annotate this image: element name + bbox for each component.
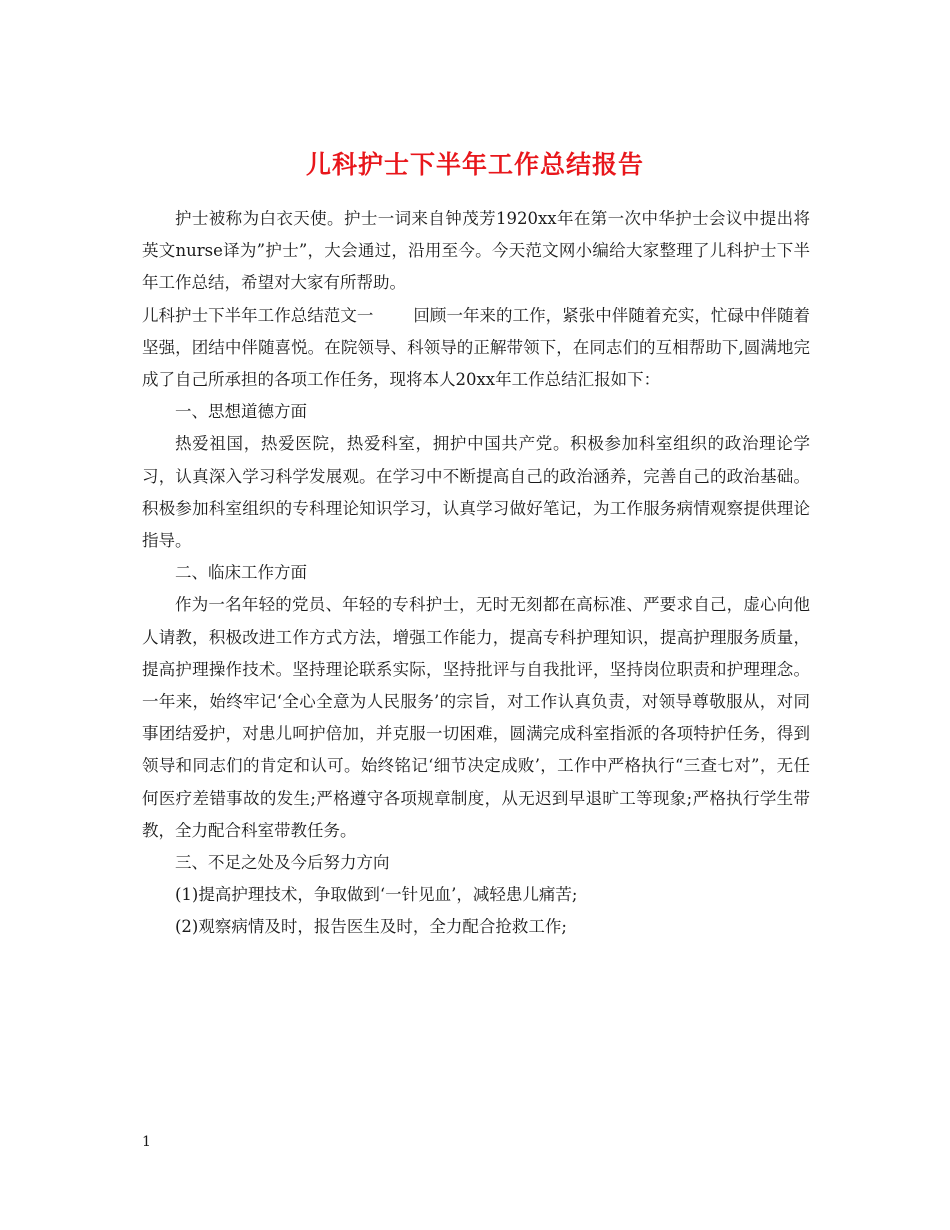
section1-paragraph: 热爱祖国，热爱医院，热爱科室，拥护中国共产党。积极参加科室组织的政治理论学习，认真深入学习科学发展观。在学习中不断提高自己的政治涵养，完善自己的政治基础。积极参加科室组织的专科理论知识学习，认真学习做好笔记，为工作服务病情观察提供理论指导。	[142, 434, 810, 551]
sample-intro: 回顾一年来的工作，紧张中伴随着充实，忙碌中伴随着坚强，团结中伴随喜悦。在院领导、科领导的正解带领下，在同志们的互相帮助下,圆满地完成了自己所承担的各项工作任务，现将本人20xx年工作总结汇报如下：	[142, 305, 811, 390]
list-item: (1)提高护理技术，争取做到‘一针见血’，减轻患儿痛苦;	[175, 885, 578, 905]
intro-paragraph: 护士被称为白衣天使。护士一词来自钟茂芳1920xx年在第一次中华护士会议中提出将英文nurse译为”护士”，大会通过，沿用至今。今天范文网小编给大家整理了儿科护士下半年工作总结，希望对大家有所帮助。	[142, 209, 810, 293]
section2-paragraph: 作为一名年轻的党员、年轻的专科护士，无时无刻都在高标准、严要求自己，虚心向他人请教，积极改进工作方式方法，增强工作能力，提高专科护理知识，提高护理服务质量，提高护理操作技术。坚持理论联系实际，坚持批评与自我批评，坚持岗位职责和护理理念。一年来，始终牢记‘全心全意为人民服务’的宗旨，对工作认真负责，对领导尊敬服从，对同事团结爱护，对患儿呵护倍加，并克服一切困难，圆满完成科室指派的各项特护任务，得到领导和同志们的肯定和认可。始终铭记‘细节决定成败’，工作中严格执行“三查七对”，无任何医疗差错事故的发生;严格遵守各项规章制度，从无迟到早退旷工等现象;严格执行学生带教，全力配合科室带教任务。	[142, 595, 810, 840]
document-body	[142, 203, 810, 944]
section1-heading: 一、思想道德方面	[175, 402, 307, 422]
sample-label: 儿科护士下半年工作总结范文一	[142, 305, 374, 325]
page-number: 1	[142, 1134, 151, 1150]
document-title: 儿科护士下半年工作总结报告	[305, 149, 644, 179]
list-item: (2)观察病情及时，报告医生及时，全力配合抢救工作;	[175, 917, 567, 937]
section2-heading: 二、临床工作方面	[175, 563, 307, 583]
section3-heading: 三、不足之处及今后努力方向	[175, 853, 390, 873]
sample-paragraph	[142, 300, 810, 397]
